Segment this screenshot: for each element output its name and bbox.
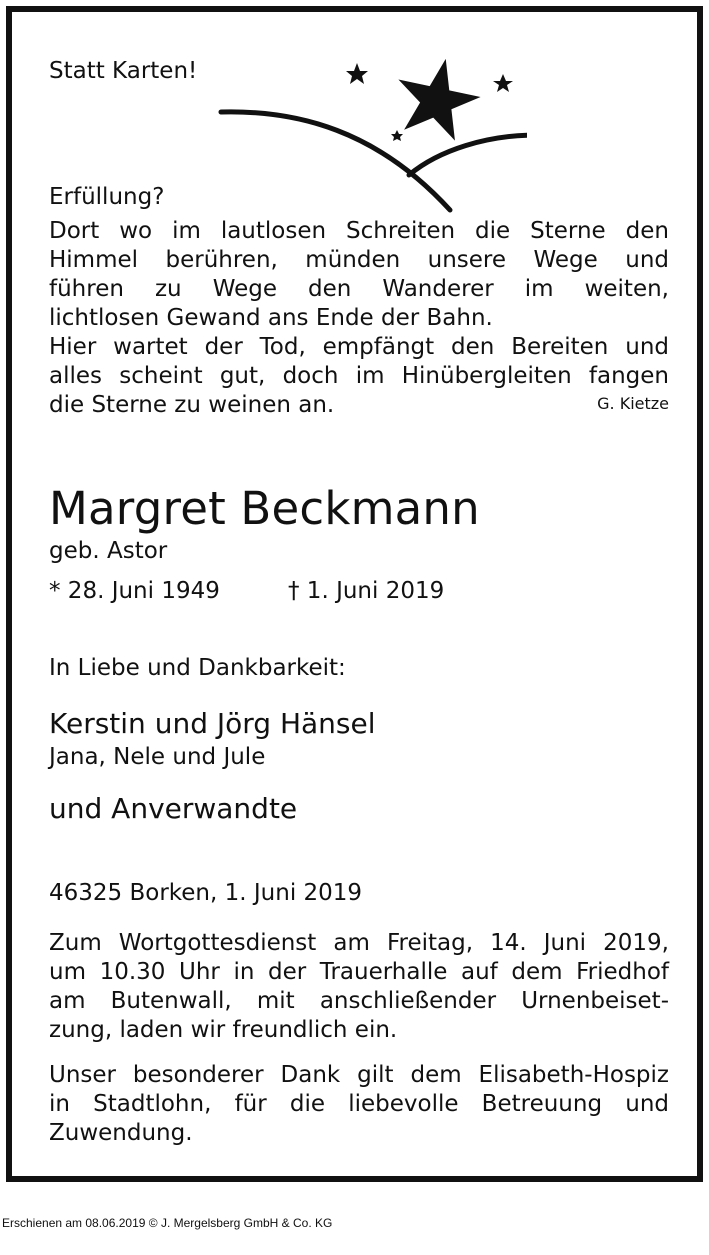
mourners-main: Kerstin und Jörg Hänsel: [49, 707, 376, 740]
arc-line: [221, 112, 450, 210]
thanks-line: Zuwendung.: [49, 1120, 193, 1146]
obituary-notice: [6, 6, 703, 1182]
publication-footer: Erschienen am 08.06.2019 © J. Mergelsberg GmbH & Co. KG: [2, 1216, 333, 1230]
small-star-icon: [493, 74, 513, 92]
statt-karten-label: Statt Karten!: [49, 58, 198, 84]
thanks-line: Unser besonderer Dank gilt dem Elisabeth-Hospiz: [49, 1062, 669, 1088]
thanks-note: [49, 1061, 669, 1148]
poem-line: führen zu Wege den Wanderer im weiten,: [49, 276, 669, 302]
arc-line: [409, 135, 527, 175]
service-line: am Butenwall, mit anschließender Urnenbeiset-: [49, 988, 669, 1014]
birth-date: * 28. Juni 1949: [49, 578, 220, 604]
poem-line: Dort wo im lautlosen Schreiten die Sterne den: [49, 218, 669, 244]
poem-line: die Sterne zu weinen an.: [49, 392, 335, 418]
poem-author: G. Kietze: [597, 394, 669, 413]
death-date: † 1. Juni 2019: [288, 578, 445, 604]
maiden-name: geb. Astor: [49, 538, 168, 564]
poem-line: lichtlosen Gewand ans Ende der Bahn.: [49, 305, 493, 331]
service-line: zung, laden wir freundlich ein.: [49, 1017, 398, 1043]
small-star-icon: [346, 63, 368, 84]
deceased-name: Margret Beckmann: [49, 482, 480, 535]
poem-line: Hier wartet der Tod, empfängt den Bereiten und: [49, 334, 669, 360]
dedication-intro: In Liebe und Dankbarkeit:: [49, 655, 346, 681]
shooting-star-icon: [207, 50, 527, 220]
poem-title: Erfüllung?: [49, 184, 165, 210]
service-announcement: [49, 929, 669, 1045]
poem-line: Himmel berühren, münden unsere Wege und: [49, 247, 669, 273]
big-star-icon: [388, 50, 486, 144]
place-date: 46325 Borken, 1. Juni 2019: [49, 880, 363, 906]
poem: [49, 217, 669, 420]
service-line: um 10.30 Uhr in der Trauerhalle auf dem Friedhof: [49, 959, 669, 985]
service-line: Zum Wortgottesdienst am Freitag, 14. Juni 2019,: [49, 930, 669, 956]
relatives: und Anverwandte: [49, 792, 298, 825]
thanks-line: in Stadtlohn, für die liebevolle Betreuung und: [49, 1091, 669, 1117]
poem-line: alles scheint gut, doch im Hinübergleiten fangen: [49, 363, 669, 389]
mourners-children: Jana, Nele und Jule: [49, 744, 266, 770]
small-star-icon: [391, 130, 403, 141]
